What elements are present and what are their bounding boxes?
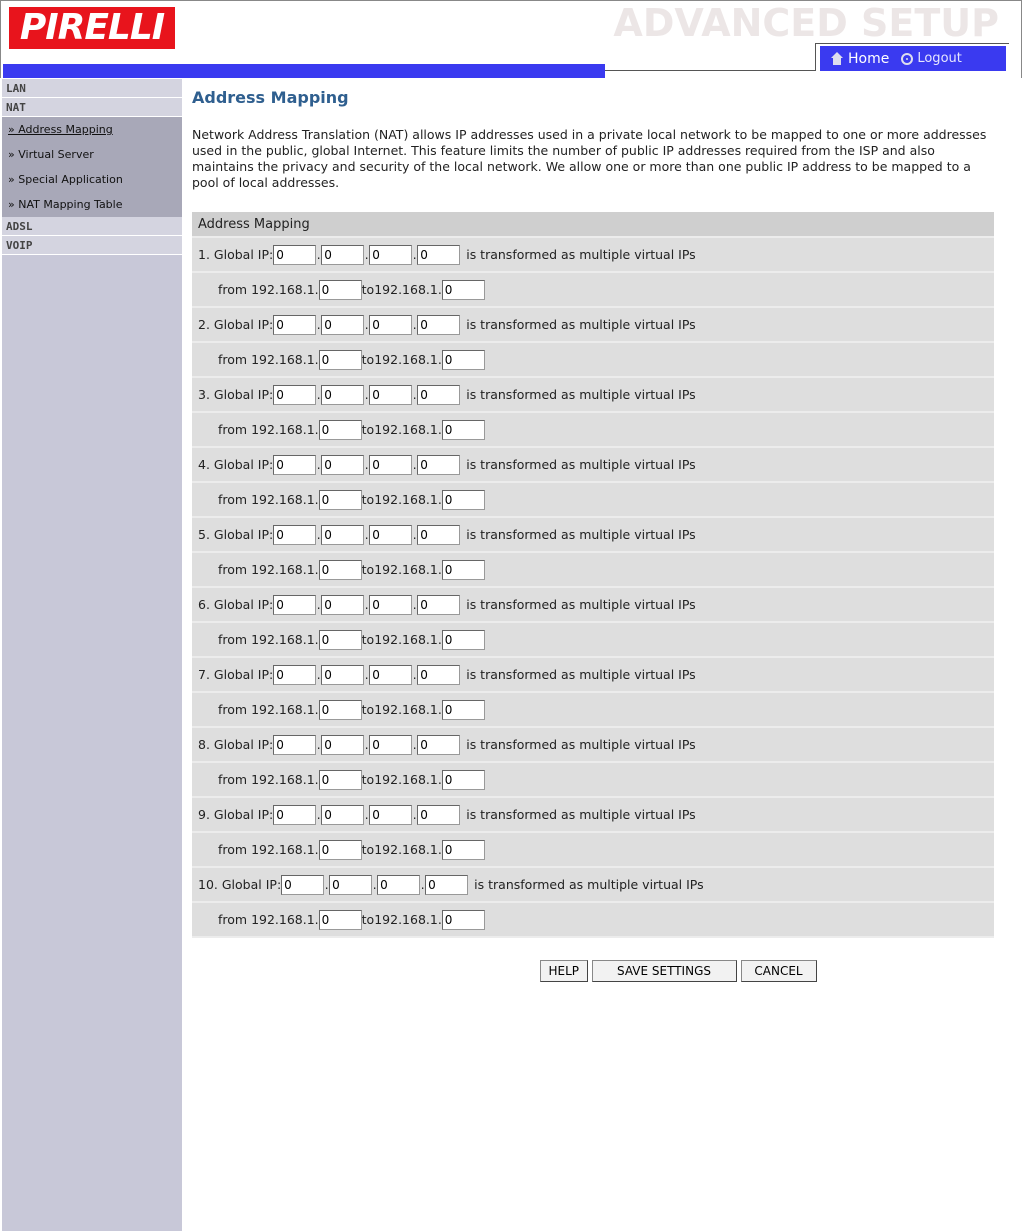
transform-text: is transformed as multiple virtual IPs: [466, 387, 696, 402]
entry-number: 7.: [198, 667, 210, 682]
global-ip-octet-4-input[interactable]: [417, 665, 460, 685]
sidebar-nat-submenu: [2, 117, 182, 217]
global-ip-octet-1-input[interactable]: [281, 875, 324, 895]
ip-dot: .: [364, 387, 369, 402]
address-mapping-table: [192, 212, 994, 938]
table-row: [192, 238, 994, 273]
global-ip-octet-2-input[interactable]: [321, 735, 364, 755]
from-octet-input[interactable]: [319, 770, 362, 790]
global-ip-octet-4-input[interactable]: [417, 735, 460, 755]
from-octet-input[interactable]: [319, 910, 362, 930]
transform-text: is transformed as multiple virtual IPs: [466, 317, 696, 332]
to-octet-input[interactable]: [442, 490, 485, 510]
to-octet-input[interactable]: [442, 630, 485, 650]
logout-icon: [901, 53, 913, 65]
from-label: from 192.168.1.: [218, 562, 319, 577]
sidebar-group-adsl[interactable]: ADSL: [2, 217, 182, 236]
global-ip-octet-4-input[interactable]: [417, 595, 460, 615]
global-ip-label: Global IP:: [213, 597, 274, 612]
button-bar: [192, 960, 994, 982]
transform-text: is transformed as multiple virtual IPs: [466, 737, 696, 752]
ip-dot: .: [364, 597, 369, 612]
table-row: [192, 693, 994, 728]
global-ip-octet-1-input[interactable]: [273, 595, 316, 615]
from-label: from 192.168.1.: [218, 842, 319, 857]
ip-dot: .: [364, 247, 369, 262]
logout-label: Logout: [917, 51, 962, 66]
entry-number: 4.: [198, 457, 210, 472]
sidebar-group-voip[interactable]: VOIP: [2, 236, 182, 255]
transform-text: is transformed as multiple virtual IPs: [474, 877, 704, 892]
global-ip-label: Global IP:: [213, 667, 274, 682]
ip-dot: .: [364, 807, 369, 822]
ip-dot: .: [412, 387, 417, 402]
global-ip-octet-2-input[interactable]: [329, 875, 372, 895]
global-ip-octet-1-input[interactable]: [273, 385, 316, 405]
global-ip-octet-2-input[interactable]: [321, 455, 364, 475]
ip-dot: .: [316, 737, 321, 752]
ip-dot: .: [316, 667, 321, 682]
ip-dot: .: [364, 317, 369, 332]
global-ip-label: Global IP:: [221, 877, 282, 892]
entry-number: 6.: [198, 597, 210, 612]
table-row: [192, 483, 994, 518]
sidebar-group-nat[interactable]: NAT: [2, 98, 182, 117]
save-settings-button[interactable]: SAVE SETTINGS: [592, 960, 737, 982]
table-row: [192, 273, 994, 308]
sidebar-item-special-application[interactable]: [2, 167, 182, 192]
ip-dot: .: [420, 877, 425, 892]
logout-link[interactable]: [901, 51, 962, 66]
main-content: [192, 88, 994, 978]
to-octet-input[interactable]: [442, 420, 485, 440]
home-label: Home: [848, 50, 890, 67]
sidebar-group-lan[interactable]: LAN: [2, 79, 182, 98]
global-ip-label: Global IP:: [213, 387, 274, 402]
global-ip-octet-2-input[interactable]: [321, 805, 364, 825]
global-ip-octet-2-input[interactable]: [321, 665, 364, 685]
to-label: to192.168.1.: [361, 632, 442, 647]
sidebar-item-label: » Special Application: [8, 173, 123, 186]
sidebar-item-label: » Virtual Server: [8, 148, 94, 161]
entry-number: 1.: [198, 247, 210, 262]
table-row: [192, 833, 994, 868]
transform-text: is transformed as multiple virtual IPs: [466, 667, 696, 682]
transform-text: is transformed as multiple virtual IPs: [466, 247, 696, 262]
global-ip-octet-1-input[interactable]: [273, 525, 316, 545]
to-octet-input[interactable]: [442, 560, 485, 580]
to-label: to192.168.1.: [361, 842, 442, 857]
to-label: to192.168.1.: [361, 352, 442, 367]
transform-text: is transformed as multiple virtual IPs: [466, 527, 696, 542]
ip-dot: .: [364, 667, 369, 682]
sidebar: [2, 79, 182, 1231]
table-row: [192, 623, 994, 658]
transform-text: is transformed as multiple virtual IPs: [466, 597, 696, 612]
global-ip-octet-2-input[interactable]: [321, 245, 364, 265]
top-nav: [820, 46, 1006, 71]
ip-dot: .: [316, 247, 321, 262]
sidebar-item-address-mapping[interactable]: [2, 117, 182, 142]
global-ip-label: Global IP:: [213, 807, 274, 822]
global-ip-octet-4-input[interactable]: [425, 875, 468, 895]
header-blue-bar: [3, 64, 605, 78]
to-octet-input[interactable]: [442, 910, 485, 930]
ip-dot: .: [412, 597, 417, 612]
transform-text: is transformed as multiple virtual IPs: [466, 807, 696, 822]
cancel-button[interactable]: CANCEL: [741, 960, 817, 982]
global-ip-octet-1-input[interactable]: [273, 245, 316, 265]
header: [0, 0, 1022, 78]
pirelli-logo: PIRELLI: [9, 7, 175, 49]
ip-dot: .: [412, 317, 417, 332]
global-ip-octet-1-input[interactable]: [273, 665, 316, 685]
to-label: to192.168.1.: [361, 562, 442, 577]
table-row: [192, 413, 994, 448]
help-button[interactable]: HELP: [540, 960, 588, 982]
from-label: from 192.168.1.: [218, 422, 319, 437]
ip-dot: .: [316, 387, 321, 402]
from-label: from 192.168.1.: [218, 282, 319, 297]
from-octet-input[interactable]: [319, 490, 362, 510]
table-row: [192, 728, 994, 763]
entry-number: 8.: [198, 737, 210, 752]
ip-dot: .: [412, 807, 417, 822]
from-octet-input[interactable]: [319, 420, 362, 440]
global-ip-octet-2-input[interactable]: [321, 525, 364, 545]
ip-dot: .: [316, 527, 321, 542]
to-octet-input[interactable]: [442, 770, 485, 790]
table-row: [192, 343, 994, 378]
ip-dot: .: [316, 317, 321, 332]
global-ip-label: Global IP:: [213, 737, 274, 752]
ip-dot: .: [412, 457, 417, 472]
ip-dot: .: [324, 877, 329, 892]
table-row: [192, 553, 994, 588]
ip-dot: .: [364, 737, 369, 752]
from-label: from 192.168.1.: [218, 772, 319, 787]
global-ip-label: Global IP:: [213, 527, 274, 542]
global-ip-octet-3-input[interactable]: [369, 315, 412, 335]
ip-dot: .: [364, 527, 369, 542]
to-octet-input[interactable]: [442, 700, 485, 720]
global-ip-octet-3-input[interactable]: [369, 735, 412, 755]
global-ip-label: Global IP:: [213, 457, 274, 472]
table-row: [192, 378, 994, 413]
entry-number: 3.: [198, 387, 210, 402]
from-octet-input[interactable]: [319, 560, 362, 580]
to-label: to192.168.1.: [361, 772, 442, 787]
to-label: to192.168.1.: [361, 422, 442, 437]
global-ip-octet-4-input[interactable]: [417, 245, 460, 265]
global-ip-octet-1-input[interactable]: [273, 455, 316, 475]
table-row: [192, 868, 994, 903]
table-row: [192, 658, 994, 693]
entry-number: 2.: [198, 317, 210, 332]
global-ip-octet-3-input[interactable]: [377, 875, 420, 895]
global-ip-octet-3-input[interactable]: [369, 245, 412, 265]
to-octet-input[interactable]: [442, 840, 485, 860]
home-link[interactable]: [830, 51, 889, 67]
ip-dot: .: [316, 597, 321, 612]
table-header: Address Mapping: [192, 212, 994, 238]
global-ip-octet-3-input[interactable]: [369, 665, 412, 685]
home-icon: [830, 52, 844, 66]
to-octet-input[interactable]: [442, 280, 485, 300]
table-row: [192, 588, 994, 623]
from-label: from 192.168.1.: [218, 702, 319, 717]
global-ip-octet-4-input[interactable]: [417, 455, 460, 475]
page-title: Address Mapping: [192, 88, 349, 107]
from-octet-input[interactable]: [319, 700, 362, 720]
from-octet-input[interactable]: [319, 350, 362, 370]
global-ip-octet-3-input[interactable]: [369, 595, 412, 615]
table-row: [192, 518, 994, 553]
from-octet-input[interactable]: [319, 630, 362, 650]
entry-number: 5.: [198, 527, 210, 542]
global-ip-octet-1-input[interactable]: [273, 805, 316, 825]
entry-number: 9.: [198, 807, 210, 822]
to-octet-input[interactable]: [442, 350, 485, 370]
sidebar-item-virtual-server[interactable]: [2, 142, 182, 167]
global-ip-octet-1-input[interactable]: [273, 315, 316, 335]
ip-dot: .: [412, 527, 417, 542]
table-rows: [192, 238, 994, 938]
to-label: to192.168.1.: [361, 282, 442, 297]
table-row: [192, 798, 994, 833]
global-ip-octet-4-input[interactable]: [417, 805, 460, 825]
table-row: [192, 448, 994, 483]
table-row: [192, 763, 994, 798]
ip-dot: .: [316, 457, 321, 472]
entry-number: 10.: [198, 877, 218, 892]
sidebar-item-nat-mapping-table[interactable]: [2, 192, 182, 217]
table-row: [192, 308, 994, 343]
advanced-setup-title: ADVANCED SETUP: [613, 1, 999, 45]
global-ip-octet-2-input[interactable]: [321, 315, 364, 335]
transform-text: is transformed as multiple virtual IPs: [466, 457, 696, 472]
from-label: from 192.168.1.: [218, 632, 319, 647]
from-label: from 192.168.1.: [218, 912, 319, 927]
global-ip-octet-2-input[interactable]: [321, 385, 364, 405]
global-ip-octet-4-input[interactable]: [417, 385, 460, 405]
ip-dot: .: [412, 667, 417, 682]
from-label: from 192.168.1.: [218, 492, 319, 507]
global-ip-octet-3-input[interactable]: [369, 805, 412, 825]
global-ip-octet-2-input[interactable]: [321, 595, 364, 615]
global-ip-octet-4-input[interactable]: [417, 525, 460, 545]
to-label: to192.168.1.: [361, 492, 442, 507]
to-label: to192.168.1.: [361, 912, 442, 927]
ip-dot: .: [412, 247, 417, 262]
from-octet-input[interactable]: [319, 840, 362, 860]
global-ip-octet-3-input[interactable]: [369, 525, 412, 545]
sidebar-item-label: » Address Mapping: [8, 123, 113, 136]
ip-dot: .: [316, 807, 321, 822]
global-ip-label: Global IP:: [213, 247, 274, 262]
global-ip-octet-4-input[interactable]: [417, 315, 460, 335]
sidebar-item-label: » NAT Mapping Table: [8, 198, 123, 211]
from-octet-input[interactable]: [319, 280, 362, 300]
ip-dot: .: [412, 737, 417, 752]
from-label: from 192.168.1.: [218, 352, 319, 367]
ip-dot: .: [364, 457, 369, 472]
to-label: to192.168.1.: [361, 702, 442, 717]
global-ip-octet-1-input[interactable]: [273, 735, 316, 755]
global-ip-octet-3-input[interactable]: [369, 455, 412, 475]
header-divider: [605, 70, 815, 71]
table-row: [192, 903, 994, 938]
ip-dot: .: [372, 877, 377, 892]
global-ip-octet-3-input[interactable]: [369, 385, 412, 405]
global-ip-label: Global IP:: [213, 317, 274, 332]
intro-text: Network Address Translation (NAT) allows IP addresses used in a private local network to be mapped to one or more addresses used in the public, global Internet. This feature limits the number of public IP addresses required from the ISP and also maintains the privacy and security of the local network. We allow one or more than one public IP address to be mapped to a pool of local addresses.: [192, 127, 987, 190]
